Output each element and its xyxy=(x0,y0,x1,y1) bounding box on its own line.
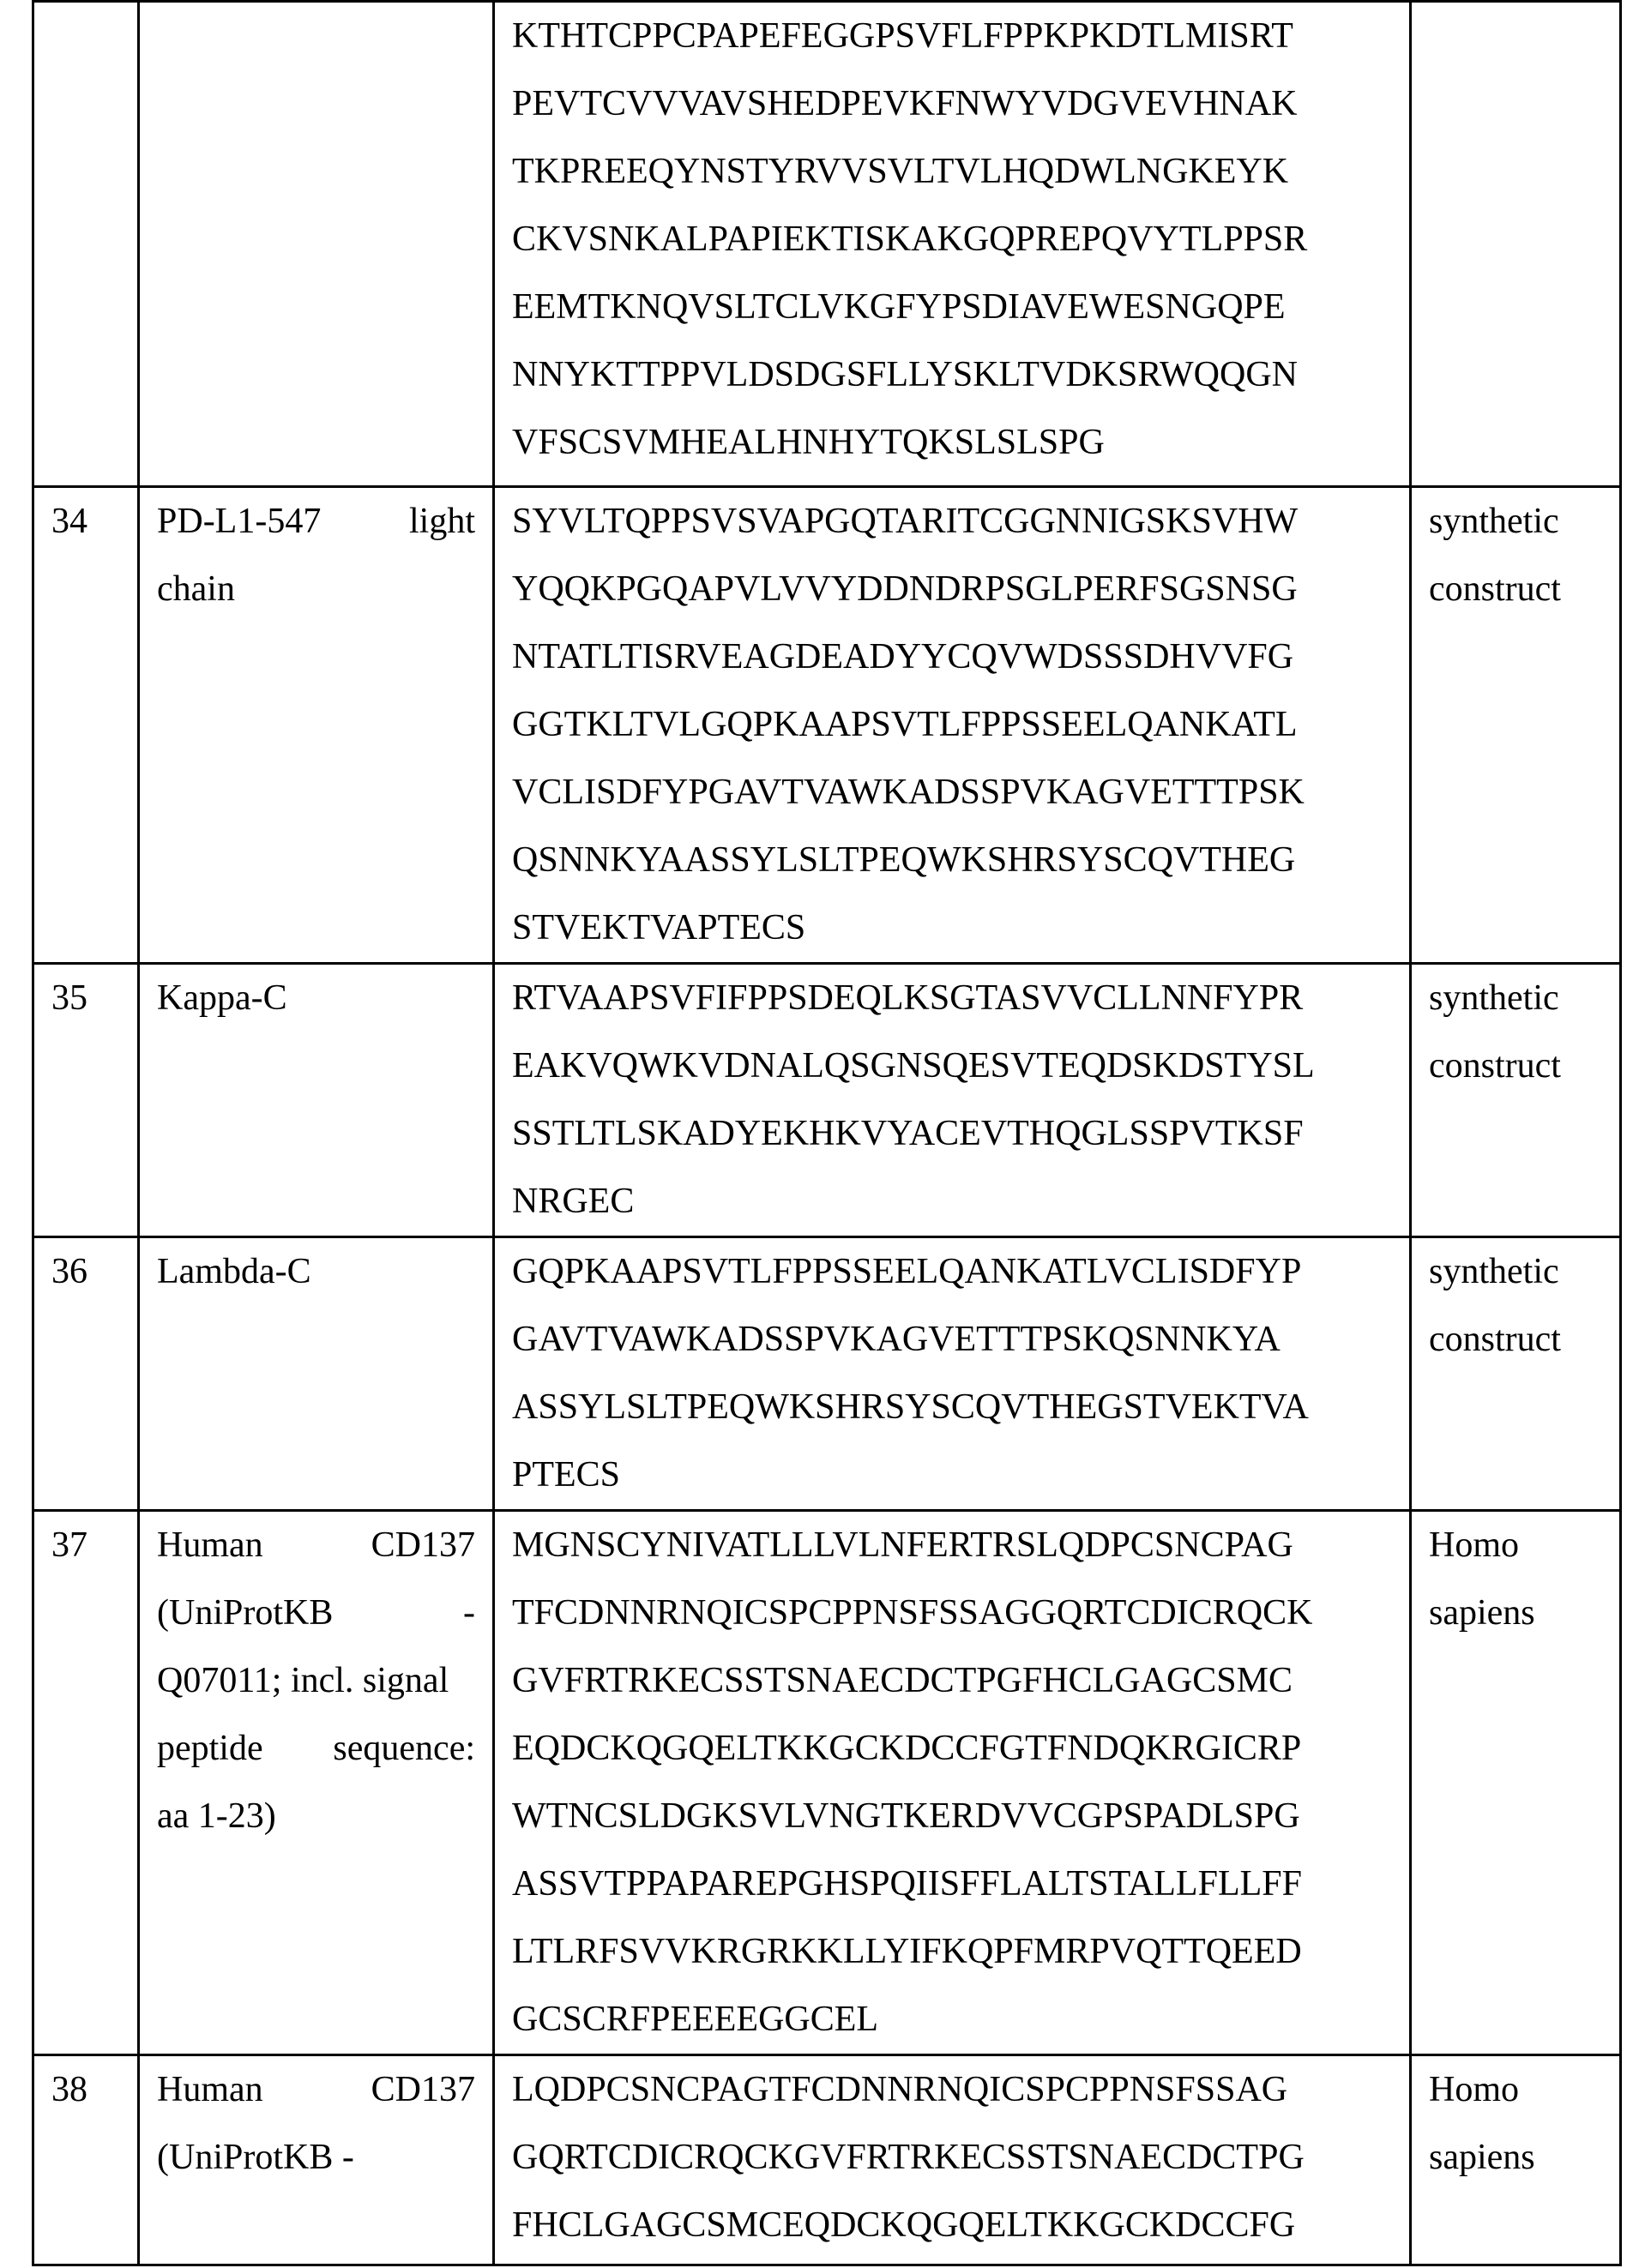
description-cell xyxy=(139,1511,494,2055)
description-line: PD-L1-547 light xyxy=(157,488,475,556)
organism: synthetic construct xyxy=(1429,502,1561,609)
sequence-line: RTVAAPSVFIFPPSDEQLKSGTASVVCLLNNFYPR xyxy=(512,965,1392,1032)
description-line: Human CD137 xyxy=(157,1512,475,1579)
sequence-line: GQPKAAPSVTLFPPSSEELQANKATLVCLISDFYP xyxy=(512,1238,1392,1306)
table-row xyxy=(33,1237,1621,1511)
sequence-line: LQDPCSNCPAGTFCDNNRNQICSPCPPNSFSSAG xyxy=(512,2056,1392,2124)
organism: synthetic construct xyxy=(1429,1252,1561,1359)
sequence-cell xyxy=(494,2,1411,487)
sequence-table-body xyxy=(33,2,1621,2265)
table-row xyxy=(33,487,1621,964)
organism-cell xyxy=(1411,964,1621,1237)
description-line: Lambda-C xyxy=(157,1238,475,1306)
sequence-table xyxy=(32,0,1622,2266)
sequence-cell xyxy=(494,2055,1411,2265)
sequence-line: VCLISDFYPGAVTVAWKADSSPVKAGVETTTPSK xyxy=(512,759,1392,827)
description-line: peptide sequence: xyxy=(157,1715,475,1783)
description-cell xyxy=(139,1237,494,1511)
sequence-line: KTHTCPPCPAPEFEGGPSVFLFPPKPKDTLMISRT xyxy=(512,3,1392,70)
seq-id-cell xyxy=(33,964,139,1237)
sequence-line: TFCDNNRNQICSPCPPNSFSSAGGQRTCDICRQCK xyxy=(512,1579,1392,1647)
description-cell xyxy=(139,964,494,1237)
seq-id: 38 xyxy=(51,2070,87,2109)
sequence-cell xyxy=(494,1511,1411,2055)
table-row xyxy=(33,964,1621,1237)
description-line: (UniProtKB - xyxy=(157,2124,475,2192)
seq-id-cell xyxy=(33,2,139,487)
sequence-line: NTATLTISRVEAGDEADYYCQVWDSSSDHVVFG xyxy=(512,623,1392,691)
sequence-line: EAKVQWKVDNALQSGNSQESVTEQDSKDSTYSL xyxy=(512,1032,1392,1100)
sequence-line: WTNCSLDGKSVLVNGTKERDVVCGPSPADLSPG xyxy=(512,1783,1392,1850)
sequence-line: QSNNKYAASSYLSLTPEQWKSHRSYSCQVTHEG xyxy=(512,827,1392,894)
seq-id-cell xyxy=(33,1237,139,1511)
sequence-line: GGTKLTVLGQPKAAPSVTLFPPSSEELQANKATL xyxy=(512,691,1392,759)
sequence-cell xyxy=(494,964,1411,1237)
organism-cell xyxy=(1411,2055,1621,2265)
sequence-line: NNYKTTPPVLDSDGSFLLYSKLTVDKSRWQQGN xyxy=(512,341,1392,409)
sequence-line: ASSYLSLTPEQWKSHRSYSCQVTHEGSTVEKTVA xyxy=(512,1374,1392,1441)
seq-id: 35 xyxy=(51,978,87,1018)
sequence-cell xyxy=(494,487,1411,964)
organism: Homo sapiens xyxy=(1429,1525,1535,1633)
description-cell xyxy=(139,2055,494,2265)
organism-cell xyxy=(1411,2,1621,487)
table-row xyxy=(33,2055,1621,2265)
seq-id-cell xyxy=(33,1511,139,2055)
seq-id: 36 xyxy=(51,1252,87,1291)
sequence-line: LTLRFSVVKRGRKKLLYIFKQPFMRPVQTTQEED xyxy=(512,1918,1392,1986)
description-line: Kappa-C xyxy=(157,965,475,1032)
description-line: Human CD137 xyxy=(157,2056,475,2124)
sequence-line: YQQKPGQAPVLVVYDDNDRPSGLPERFSGSNSG xyxy=(512,556,1392,623)
sequence-line: GQRTCDICRQCKGVFRTRKECSSTSNAECDCTPG xyxy=(512,2124,1392,2192)
organism-cell xyxy=(1411,487,1621,964)
sequence-line: GCSCRFPEEEEGGCEL xyxy=(512,1986,1392,2054)
seq-id: 37 xyxy=(51,1525,87,1565)
description-cell xyxy=(139,2,494,487)
seq-id-cell xyxy=(33,2055,139,2265)
sequence-line: GAVTVAWKADSSPVKAGVETTTPSKQSNNKYA xyxy=(512,1306,1392,1374)
table-row xyxy=(33,2,1621,487)
sequence-line: TKPREEQYNSTYRVVSVLTVLHQDWLNGKEYK xyxy=(512,138,1392,206)
organism: Homo sapiens xyxy=(1429,2070,1535,2177)
sequence-line: CKVSNKALPAPIEKTISKAKGQPREPQVYTLPPSR xyxy=(512,206,1392,274)
description-line: (UniProtKB - xyxy=(157,1579,475,1647)
sequence-line: SYVLTQPPSVSVAPGQTARITCGGNNIGSKSVHW xyxy=(512,488,1392,556)
sequence-line: EEMTKNQVSLTCLVKGFYPSDIAVEWESNGQPE xyxy=(512,274,1392,341)
sequence-line: FHCLGAGCSMCEQDCKQGQELTKKGCKDCCFG xyxy=(512,2192,1392,2259)
sequence-line: STVEKTVAPTECS xyxy=(512,894,1392,962)
sequence-line: EQDCKQGQELTKKGCKDCCFGTFNDQKRGICRP xyxy=(512,1715,1392,1783)
sequence-line: PEVTCVVVAVSHEDPEVKFNWYVDGVEVHNAK xyxy=(512,70,1392,138)
sequence-line: ASSVTPPAPAREPGHSPQIISFFLALTSTALLFLLFF xyxy=(512,1850,1392,1918)
sequence-line: VFSCSVMHEALHNHYTQKSLSLSPG xyxy=(512,409,1392,477)
description-line: aa 1-23) xyxy=(157,1783,475,1850)
organism-cell xyxy=(1411,1511,1621,2055)
sequence-line: SSTLTLSKADYEKHKVYACEVTHQGLSSPVTKSF xyxy=(512,1100,1392,1168)
organism-cell xyxy=(1411,1237,1621,1511)
table-row xyxy=(33,1511,1621,2055)
sequence-line: MGNSCYNIVATLLLVLNFERTRSLQDPCSNCPAG xyxy=(512,1512,1392,1579)
description-line: Q07011; incl. signal xyxy=(157,1647,475,1715)
seq-id-cell xyxy=(33,487,139,964)
seq-id: 34 xyxy=(51,502,87,541)
description-line: chain xyxy=(157,556,475,623)
sequence-cell xyxy=(494,1237,1411,1511)
description-cell xyxy=(139,487,494,964)
sequence-line: GVFRTRKECSSTSNAECDCTPGFHCLGAGCSMC xyxy=(512,1647,1392,1715)
organism: synthetic construct xyxy=(1429,978,1561,1086)
sequence-line: NRGEC xyxy=(512,1168,1392,1236)
sequence-line: PTECS xyxy=(512,1441,1392,1509)
